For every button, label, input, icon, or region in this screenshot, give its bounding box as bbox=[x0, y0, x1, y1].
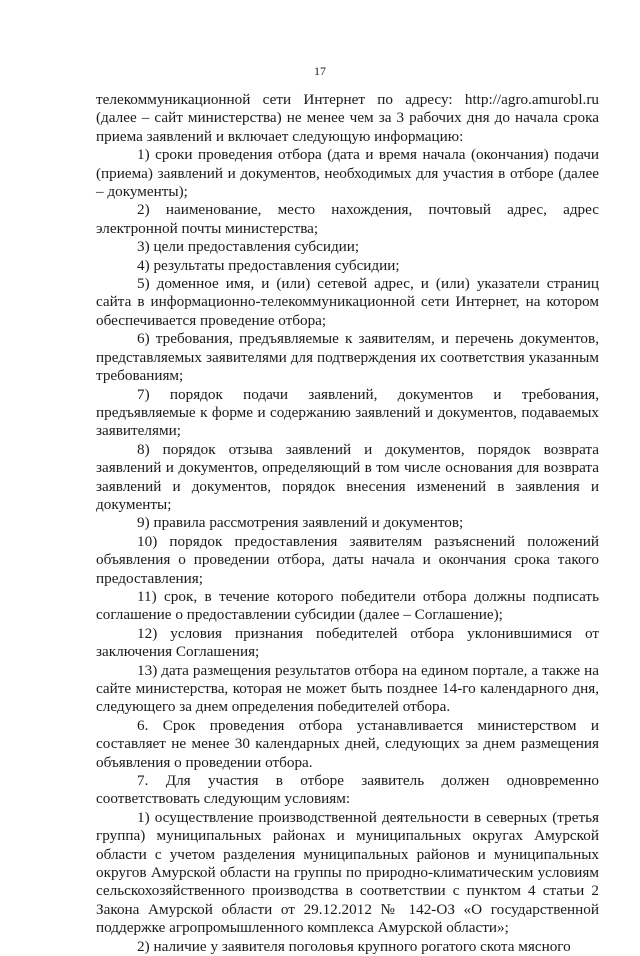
list-item-8: 8) порядок отзыва заявлений и документов, порядок возврата заявлений и документов, определяющий в том числе основания для возврата заявлений и документов, порядок внесения изменений в заявления и документы; bbox=[96, 440, 599, 513]
list-item-4: 4) результаты предоставления субсидии; bbox=[137, 256, 400, 274]
list-item-5: 5) доменное имя, и (или) сетевой адрес, и (или) указатели страниц сайта в информационно-телекоммуникационной сети Интернет, на котором обеспечивается проведение отбора; bbox=[96, 275, 599, 329]
list-item-9: 9) правила рассмотрения заявлений и документов; bbox=[137, 514, 464, 532]
document-body bbox=[96, 91, 599, 956]
clause-6: 6. Срок проведения отбора устанавливается министерством и составляет не менее 30 календарных дней, следующих за днем размещения объявления о проведении отбора. bbox=[96, 716, 599, 771]
paragraph-continuation: телекоммуникационной сети Интернет по адресу: http://agro.amurobl.ru (далее – сайт министерства) не менее чем за 3 рабочих дня до начала срока приема заявлений и включает следующую информацию: bbox=[96, 91, 599, 145]
list-item-12: 12) условия признания победителей отбора уклонившимися от заключения Соглашения; bbox=[96, 624, 599, 661]
list-item-1: 1) сроки проведения отбора (дата и время начала (окончания) подачи (приема) заявлений и документов, необходимых для участия в отборе (далее – документы); bbox=[96, 146, 599, 201]
condition-item-2: 2) наличие у заявителя поголовья крупного рогатого скота мясного bbox=[137, 937, 571, 955]
list-item-2: 2) наименование, место нахождения, почтовый адрес, адрес электронной почты министерства; bbox=[96, 201, 599, 237]
list-item-3: 3) цели предоставления субсидии; bbox=[137, 238, 360, 256]
condition-item-1: 1) осуществление производственной деятельности в северных (третья группа) муниципальных районах и муниципальных округах Амурской области с учетом разделения муниципальных районов и муниципальных округов Амурской области на группы по природно-климатическим условиям сельскохозяйственного производства в соответствии с пунктом 4 статьи 2 Закона Амурской области от 29.12.2012 № 142-ОЗ «О государственной поддержке агропромышленного комплекса Амурской области»; bbox=[96, 808, 599, 937]
clause-7: 7. Для участия в отборе заявитель должен одновременно соответствовать следующим условиям: bbox=[96, 772, 599, 808]
page-number: 17 bbox=[314, 64, 326, 78]
list-item-13: 13) дата размещения результатов отбора на едином портале, а также на сайте министерства, которая не может быть позднее 14-го календарного дня, следующего за днем определения победителей отбора. bbox=[96, 661, 599, 716]
list-item-10: 10) порядок предоставления заявителям разъяснений положений объявления о проведении отбора, даты начала и окончания срока такого предоставления; bbox=[96, 532, 599, 587]
list-item-7: 7) порядок подачи заявлений, документов и требования, предъявляемые к форме и содержанию заявлений и документов, подаваемых заявителями; bbox=[96, 385, 599, 440]
list-item-6: 6) требования, предъявляемые к заявителям, и перечень документов, представляемых заявителями для подтверждения их соответствия указанным требованиям; bbox=[96, 330, 599, 385]
list-item-11: 11) срок, в течение которого победители отбора должны подписать соглашение о предоставлении субсидии (далее – Соглашение); bbox=[96, 587, 599, 624]
